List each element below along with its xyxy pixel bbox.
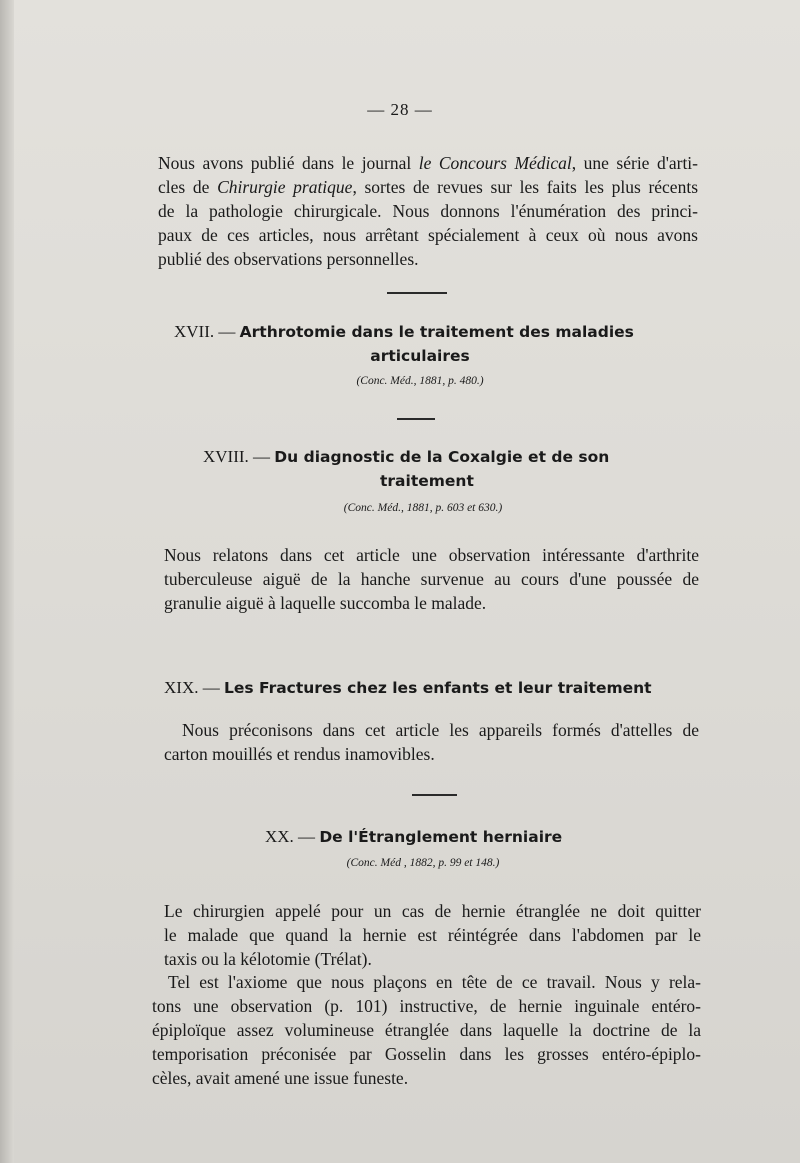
section-xx-body-1 bbox=[164, 899, 701, 971]
section-xix-body bbox=[164, 718, 699, 766]
section-title: Du diagnostic de la Coxalgie et de son bbox=[274, 448, 610, 466]
body-line: temporisation préconisée par Gosselin dans les grosses entéro-épiplo- bbox=[152, 1044, 701, 1064]
section-title: De l'Étranglement herniaire bbox=[319, 828, 563, 846]
intro-paragraph bbox=[158, 151, 698, 271]
section-number: XIX. — bbox=[164, 678, 220, 697]
body-line: Tel est l'axiome que nous plaçons en tête de ce travail. Nous y rela- bbox=[168, 972, 701, 992]
section-xx-body-2 bbox=[152, 970, 701, 1090]
body-line: granulie aiguë à laquelle succomba le malade. bbox=[164, 593, 487, 613]
section-xviii-body bbox=[164, 543, 699, 615]
section-number: XVIII. — bbox=[203, 447, 271, 466]
section-title: Arthrotomie dans le traitement des maladies bbox=[239, 323, 634, 341]
body-line: Nous préconisons dans cet article les appareils formés d'attelles de bbox=[182, 720, 699, 740]
page-number: — 28 — bbox=[367, 100, 433, 119]
section-citation: (Conc. Méd , 1882, p. 99 et 148.) bbox=[346, 857, 500, 869]
section-xvii-heading bbox=[174, 320, 694, 344]
section-number: XVII. — bbox=[174, 322, 236, 341]
section-xx-heading bbox=[265, 825, 605, 849]
section-divider bbox=[412, 794, 457, 796]
body-line: le malade que quand la hernie est réintégrée dans l'abdomen par le bbox=[164, 925, 701, 945]
intro-line: de la pathologie chirurgicale. Nous donnons l'énumération des princi- bbox=[158, 201, 698, 221]
page-edge-shadow bbox=[0, 0, 14, 1163]
section-citation: (Conc. Méd., 1881, p. 603 et 630.) bbox=[343, 502, 503, 514]
section-xix-heading bbox=[164, 676, 704, 700]
intro-line: cles de Chirurgie pratique, sortes de revues sur les faits les plus récents bbox=[158, 177, 698, 197]
body-line: carton mouillés et rendus inamovibles. bbox=[164, 744, 435, 764]
body-line: taxis ou la kélotomie (Trélat). bbox=[164, 949, 372, 969]
body-line: Le chirurgien appelé pour un cas de hernie étranglée ne doit quitter bbox=[164, 901, 701, 921]
section-divider bbox=[387, 292, 447, 294]
body-line: cèles, avait amené une issue funeste. bbox=[152, 1068, 409, 1088]
section-number: XX. — bbox=[265, 827, 316, 846]
intro-line: paux de ces articles, nous arrêtant spécialement à ceux où nous avons bbox=[158, 225, 698, 245]
body-line: tons une observation (p. 101) instructive, de hernie inguinale entéro- bbox=[152, 996, 701, 1016]
body-line: tuberculeuse aiguë de la hanche survenue au cours d'une poussée de bbox=[164, 569, 699, 589]
intro-line: publié des observations personnelles. bbox=[158, 249, 419, 269]
section-xviii-heading bbox=[203, 445, 703, 469]
body-line: Nous relatons dans cet article une observation intéressante d'arthrite bbox=[164, 545, 699, 565]
section-divider bbox=[397, 418, 435, 420]
section-citation: (Conc. Méd., 1881, p. 480.) bbox=[356, 375, 484, 387]
intro-line: Nous avons publié dans le journal le Concours Médical, une série d'arti- bbox=[158, 153, 698, 173]
body-line: épiploïque assez volumineuse étranglée dans laquelle la doctrine de la bbox=[152, 1020, 701, 1040]
section-title: articulaires bbox=[370, 347, 470, 365]
section-title: Les Fractures chez les enfants et leur traitement bbox=[223, 679, 652, 697]
section-xviii-heading-cont bbox=[380, 469, 580, 493]
section-xvii-heading-cont bbox=[0, 344, 800, 368]
section-title: traitement bbox=[380, 472, 474, 490]
